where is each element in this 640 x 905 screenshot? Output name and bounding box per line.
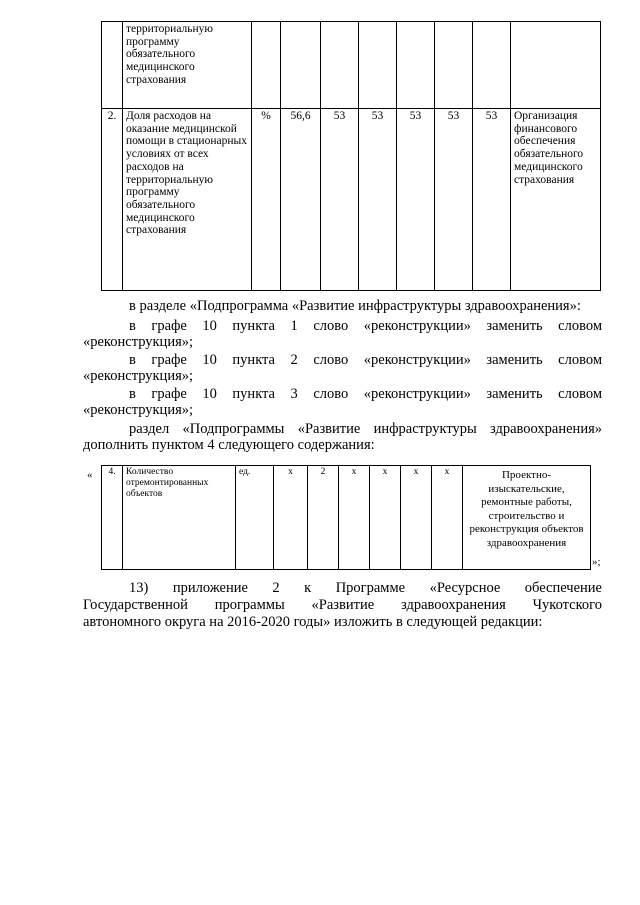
value-cell: х — [370, 466, 401, 570]
paragraph-item3-line1: в графе 10 пункта 3 слово «реконструкции» заменить словом — [129, 386, 602, 402]
paragraph-add-point-line1: раздел «Подпрограммы «Развитие инфраструктуры здравоохранения» — [129, 421, 602, 437]
inserted-point-table — [101, 465, 591, 570]
item13-line3: автономного округа на 2016-2020 годы» изложить в следующей редакции: — [83, 614, 543, 630]
value-cell: 56,6 — [281, 109, 321, 291]
paragraph-section-heading: в разделе «Подпрограмма «Развитие инфраструктуры здравоохранения»: — [129, 298, 581, 314]
value-cell: 53 — [473, 109, 511, 291]
paragraph-item3-line2: «реконструкция»; — [83, 402, 194, 418]
row-number: 2. — [102, 109, 123, 291]
item13-line1: 13) приложение 2 к Программе «Ресурсное обеспечение — [129, 580, 602, 596]
unit-cell — [252, 22, 281, 109]
row-number — [102, 22, 123, 109]
indicator-name: Доля расходов на оказание медицинской помощи в стационарных условиях от всех расходов на территориальную программу обязательного медицинского страхования — [123, 109, 252, 291]
table-row — [102, 466, 591, 570]
value-cell — [473, 22, 511, 109]
responsible-cell: Организация финансового обеспечения обязательного медицинского страхования — [511, 109, 601, 291]
value-cell — [397, 22, 435, 109]
row-number: 4. — [102, 466, 123, 570]
value-cell: х — [401, 466, 432, 570]
responsible-cell: Проектно-изыскательские, ремонтные работы, строительство и реконструкция объектов здравоохранения — [463, 466, 591, 570]
responsible-cell — [511, 22, 601, 109]
table-row — [102, 22, 601, 109]
value-cell: х — [432, 466, 463, 570]
value-cell — [359, 22, 397, 109]
value-cell — [435, 22, 473, 109]
indicator-name: Количество отремонтированных объектов — [123, 466, 236, 570]
paragraph-item1-line1: в графе 10 пункта 1 слово «реконструкции» заменить словом — [129, 318, 602, 334]
paragraph-item2-line2: «реконструкция»; — [83, 368, 194, 384]
item13-line2: Государственной программы «Развитие здравоохранения Чукотского — [83, 597, 602, 613]
close-quote: »; — [592, 556, 601, 568]
value-cell — [281, 22, 321, 109]
indicator-name: территориальную программу обязательного медицинского страхования — [123, 22, 252, 109]
value-cell: 53 — [397, 109, 435, 291]
value-cell: 2 — [308, 466, 339, 570]
indicators-table — [101, 21, 601, 291]
open-quote: « — [87, 469, 93, 481]
unit-cell: ед. — [236, 466, 274, 570]
value-cell — [321, 22, 359, 109]
paragraph-item2-line1: в графе 10 пункта 2 слово «реконструкции» заменить словом — [129, 352, 602, 368]
unit-cell: % — [252, 109, 281, 291]
value-cell: 53 — [435, 109, 473, 291]
value-cell: х — [339, 466, 370, 570]
value-cell: 53 — [321, 109, 359, 291]
paragraph-add-point-line2: дополнить пунктом 4 следующего содержания: — [83, 437, 375, 453]
value-cell: 53 — [359, 109, 397, 291]
paragraph-item1-line2: «реконструкция»; — [83, 334, 194, 350]
table-row — [102, 109, 601, 291]
value-cell: х — [274, 466, 308, 570]
